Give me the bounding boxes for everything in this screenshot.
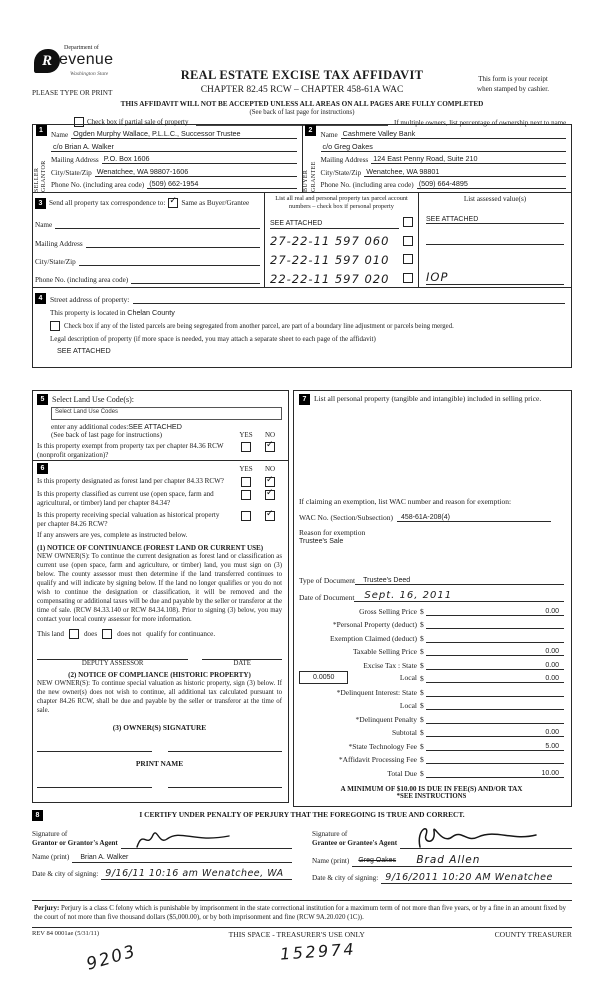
subtotal-label: Subtotal: [391, 728, 417, 737]
grantee-agent-label: Grantee or Grantee's Agent: [312, 839, 398, 848]
seller-grantor-side-label: SELLER GRANTOR: [33, 160, 47, 192]
additional-codes-field[interactable]: SEE ATTACHED: [128, 422, 182, 431]
taxable-selling-price-label: Taxable Selling Price: [352, 647, 417, 656]
segregated-label: Check box if any of the listed parcels are being segregated from another parcel, are part of a boundary line adjustment or parcels being merged.: [64, 322, 454, 330]
form-subtitle: CHAPTER 82.45 RCW – CHAPTER 458-61A WAC: [200, 85, 404, 95]
section-4: [32, 288, 572, 368]
exempt-yes-checkbox[interactable]: [241, 442, 251, 452]
logo-tagline: Washington State: [70, 71, 109, 77]
buyer-phone-label: Phone No. (including area code): [320, 181, 414, 189]
local-rate-box: 0.0050: [299, 671, 348, 684]
excise-tax-state-field[interactable]: 0.00: [426, 662, 564, 670]
minimum-fee-note: A MINIMUM OF $10.00 IS DUE IN FEE(S) AND/OR TAX: [340, 784, 523, 793]
section-2-buyer: [303, 125, 572, 192]
owners-signature-title: (3) OWNER(S) SIGNATURE: [112, 722, 207, 732]
section-2-badge: 2: [305, 125, 316, 136]
multiple-owners-note: If multiple owners, list percentage of ownership next to name.: [394, 119, 568, 127]
seller-address-label: Mailing Address: [51, 156, 99, 164]
completion-warning: THIS AFFIDAVIT WILL NOT BE ACCEPTED UNLESS ALL AREAS ON ALL PAGES ARE FULLY COMPLETED: [120, 100, 484, 108]
parcel-3-checkbox[interactable]: [403, 273, 413, 283]
parcel-1-checkbox[interactable]: [403, 236, 413, 246]
assessed-row-3: IOP: [426, 270, 449, 284]
correspondence-citystate-field[interactable]: [79, 257, 260, 266]
grantor-agent-label: Grantor or Grantor's Agent: [32, 839, 118, 848]
grantee-signature-line[interactable]: [400, 838, 572, 849]
section-7: 7 List all personal property (tangible and intangible) included in selling price. If claiming an exemption, list WAC number and reason for exemption: WAC No. (Section/Subsection) 458-61A-208(4) Reason for exemption Trustee's Sale Type of Document Trustee's Deed Date of Document Sept. 16, 2011 Gross Selling Price $ 0.00 *Personal Property (deduct) $ Exemption Claimed (deduct) $ Taxable Selling Price $ 0.00 Excise Tax : State $ 0.00 0.0050 Local $ 0.00 *Delinquent Interest: State $ Local $ *Delinquent Penalty $ Subtotal $ 0.00 *State Technology Fee $ 5.00 *Affidavit Processing Fee $ Total Due $ 10.00 A MINIMUM OF $10.00 IS DUE IN FEE(S) AND/OR TAX *SEE INSTRUCTIONS: [293, 390, 572, 807]
historical-yes-checkbox[interactable]: [241, 511, 251, 521]
legal-description-value: SEE ATTACHED: [57, 346, 111, 355]
reason-exemption-label: Reason for exemption: [299, 528, 366, 537]
buyer-citystate-field[interactable]: Wenatchee, WA 98801: [364, 167, 566, 177]
same-as-buyer-label: Same as Buyer/Grantee: [181, 199, 250, 207]
same-as-buyer-checkbox[interactable]: [168, 198, 178, 208]
notice-continuance-title: (1) NOTICE OF CONTINUANCE (FOREST LAND OR CURRENT USE): [37, 544, 264, 553]
perjury-label: Perjury:: [34, 905, 60, 912]
grantee-date-city-label: Date & city of signing:: [312, 874, 379, 883]
section-3: 3 Send all property tax correspondence to: ✓ Same as Buyer/Grantee Name Mailing Address City/State/Zip Phone No. (including area code) List all real and personal property tax parcel account numbers – check box if personal property SEE ATTACHED 27-22-11 597 060 27-22-11 597 010 22-22-11 597 020 List assessed value(s) SEE ATTACHED IOP: [32, 193, 572, 288]
excise-tax-state-label: Excise Tax : State: [363, 660, 417, 670]
forest-yes-checkbox[interactable]: [241, 477, 251, 487]
perjury-text: Perjury is a class C felony which is punishable by imprisonment in the state correctional institution for a maximum term of not more than five years, or by a fine in an amount fixed by the court of not more than five thousand dollars ($5,000.00), or by both imprisonment and fine (RCW 9A.20.020 (1C)).: [34, 905, 567, 922]
type-of-document-field[interactable]: Trustee's Deed: [355, 577, 564, 585]
taxable-selling-price-field[interactable]: 0.00: [426, 648, 564, 656]
section-1-badge: 1: [36, 125, 47, 136]
grantor-signature-scrawl: [133, 825, 243, 851]
street-address-label: Street address of property:: [50, 295, 130, 304]
owner-signature-line-1[interactable]: [37, 743, 152, 752]
parcel-2-checkbox[interactable]: [403, 254, 413, 264]
type-of-document-label: Type of Document: [299, 576, 356, 585]
legal-description-label: Legal description of property (if more space is needed, you may attach a separate sheet to each page of the affidavit): [50, 335, 376, 343]
section-3-badge: 3: [35, 198, 46, 209]
historical-question: Is this property receiving special valuation as historical property per chapter 84.26 RCW?: [37, 510, 220, 528]
assessed-row-0: SEE ATTACHED: [426, 216, 564, 224]
grantee-signature-scrawl: [412, 821, 542, 851]
dept-of-revenue-logo: [34, 44, 154, 88]
buyer-grantee-side-label: BUYER GRANTEE: [303, 161, 317, 192]
grantor-date-city-label: Date & city of signing:: [32, 870, 99, 879]
personal-property-label: List all personal property (tangible and intangible) included in selling price.: [314, 394, 542, 403]
this-land-label: This land: [37, 630, 64, 639]
revenue-r-icon: R: [34, 49, 60, 73]
section-8: [32, 810, 572, 884]
grantee-date-city-value: 9/16/2011 10:20 AM Wenatchee: [385, 871, 553, 883]
subtotal-field[interactable]: 0.00: [426, 729, 564, 737]
yes-no-header: YES NO: [239, 431, 276, 439]
print-name-title: PRINT NAME: [135, 758, 184, 768]
logo-dept-text: Department of: [64, 45, 99, 51]
date-of-document-label: Date of Document: [299, 593, 355, 602]
section-6-badge: 6: [37, 463, 48, 474]
seller-phone-label: Phone No. (including area code): [51, 181, 145, 189]
grantee-name-handwritten: Brad Allen: [416, 853, 481, 866]
grantor-signature-block: Signature of Grantor or Grantor's Agent Name (print) Brian A. Walker Date & city of signing: 9/16/11 10:16 am Wenatchee, WA: [32, 826, 292, 884]
correspondence-name-field[interactable]: [55, 220, 260, 229]
parcel-numbers-header: List all real and personal property tax parcel account numbers – check box if personal property: [275, 195, 408, 210]
notice-compliance-title: (2) NOTICE OF COMPLIANCE (HISTORIC PROPERTY): [68, 671, 251, 680]
form-revision-number: REV 84 0001ae (5/31/11): [32, 930, 99, 937]
land-use-title: Select Land Use Code(s):: [52, 395, 134, 404]
delinquent-interest-local-label: Local: [399, 701, 417, 710]
notice-continuance-body: NEW OWNER(S): To continue the current designation as forest land or classification as current use (open space, farm and agriculture, or timber) land, you must sign on (3) below. The county assessor must then determine if the land transferred continues to qualify and will indicate by signing below. If the land no longer qualifies or you do not wish to continue the designation or classification, it will be removed and the compensating or additional taxes will be due and payable by the seller or transferor at the time of sale. (RCW 84.33.140 or RCW 84.34.108). Prior to signing (3) below, you may contact your local county assessor for more information.: [37, 553, 282, 623]
buyer-address-field[interactable]: 124 East Penny Road, Suite 210: [371, 154, 566, 164]
does-not-label: does not: [117, 630, 142, 639]
personal-property-blank-area[interactable]: [299, 405, 564, 497]
date-of-document-field[interactable]: Sept. 16, 2011: [364, 590, 453, 601]
affidavit-processing-fee-label: *Affidavit Processing Fee: [338, 755, 417, 764]
perjury-notice: [32, 900, 572, 928]
land-does-checkbox[interactable]: [69, 629, 79, 639]
seller-name-label: Name: [51, 131, 69, 139]
receipt-note: This form is your receipt when stamped by cashier.: [477, 75, 549, 93]
located-in-label: This property is located in: [50, 309, 126, 317]
grantor-date-city-value: 9/16/11 10:16 am Wenatchee, WA: [105, 867, 284, 879]
current-use-no-checkbox[interactable]: [265, 490, 275, 500]
county-value: Chelan County: [127, 308, 175, 317]
parcel-row-2: 27-22-11 597 010: [270, 252, 390, 267]
parcel-row-1: 27-22-11 597 060: [270, 234, 390, 249]
logo-revenue-text: evenue: [59, 51, 114, 68]
right-column: [293, 390, 572, 807]
correspondence-address-field[interactable]: [86, 239, 260, 248]
seller-phone-field[interactable]: (509) 662-1954: [147, 179, 296, 189]
section-4-badge: 4: [35, 293, 46, 304]
grantor-name-print-label: Name (print): [32, 853, 70, 862]
grantee-signature-block: Signature of Grantee or Grantee's Agent Name (print) Greg Oakes Brad Allen Date & city of signing: 9/16/2011 10:20 AM Wenatchee: [312, 826, 572, 884]
notice-compliance-body: NEW OWNER(S): To continue special valuation as historic property, sign (3) below. If the new owner(s) does not wish to continue, all additional tax calculated pursuant to chapter 84.26 RCW, shall be due and payable by the seller or transferor at the time of sale.: [37, 680, 282, 715]
parcel-row-3: 22-22-11 597 020: [270, 271, 390, 286]
land-does-not-checkbox[interactable]: [102, 629, 112, 639]
buyer-address-label: Mailing Address: [320, 156, 369, 164]
grantor-printed-name: Brian A. Walker: [80, 853, 129, 861]
excise-tax-local-field[interactable]: 0.00: [426, 675, 564, 683]
gross-selling-price-field[interactable]: 0.00: [426, 608, 564, 616]
handwritten-receipt-number: 152974: [279, 939, 357, 964]
wac-number-field[interactable]: 458-61A-208(4): [397, 514, 551, 522]
certify-statement: I CERTIFY UNDER PENALTY OF PERJURY THAT THE FOREGOING IS TRUE AND CORRECT.: [139, 810, 465, 819]
historical-no-checkbox[interactable]: [265, 511, 275, 521]
delinquent-interest-state-label: *Delinquent Interest: State: [336, 687, 417, 697]
county-treasurer-label: COUNTY TREASURER: [494, 930, 572, 939]
exemption-claim-label: If claiming an exemption, list WAC number and reason for exemption:: [299, 497, 512, 506]
correspondence-phone-field[interactable]: [131, 275, 260, 284]
treasurer-space-label: THIS SPACE - TREASURER'S USE ONLY: [228, 930, 365, 939]
segregated-checkbox[interactable]: [50, 321, 60, 331]
form-title: REAL ESTATE EXCISE TAX AFFIDAVIT: [180, 68, 424, 82]
street-address-field[interactable]: [133, 295, 565, 304]
exempt-question: Is this property exempt from property tax per chapter 84.36 RCW (nonprofit organization)?: [37, 442, 224, 459]
see-back-note: (See back of last page for instructions): [249, 109, 355, 116]
partial-sale-label: Check box if partial sale of property: [87, 118, 189, 126]
forest-no-checkbox[interactable]: [265, 477, 275, 487]
buyer-name-field[interactable]: Cashmere Valley Bank: [341, 129, 566, 139]
gross-selling-price-label: Gross Selling Price: [359, 606, 417, 616]
yes-no-header-2: YES NO: [239, 464, 276, 473]
total-due-field[interactable]: 10.00: [426, 770, 564, 778]
qualify-label: qualify for continuance.: [146, 630, 216, 639]
see-instructions-note: *SEE INSTRUCTIONS: [396, 792, 467, 800]
footer: [32, 930, 572, 939]
see-back-instructions: (See back of last page for instructions): [51, 431, 162, 439]
land-use-codes-dropdown[interactable]: Select Land Use Codes: [51, 407, 282, 420]
section-6: [32, 460, 289, 803]
owner-signature-line-2[interactable]: [168, 743, 283, 752]
parties-table: [32, 124, 572, 368]
buyer-citystate-label: City/State/Zip: [320, 168, 362, 177]
current-use-yes-checkbox[interactable]: [241, 490, 251, 500]
grantor-signature-line[interactable]: [121, 838, 292, 849]
delinquent-penalty-label: *Delinquent Penalty: [355, 714, 417, 724]
section-5-badge: 5: [37, 394, 48, 405]
seller-citystate-label: City/State/Zip: [51, 168, 92, 177]
current-use-question: Is this property classified as current use (open space, farm and agricultural, or timber) land per chapter 84.34?: [37, 490, 214, 507]
seller-careof-field[interactable]: c/o Brian A. Walker: [51, 142, 297, 152]
buyer-careof-field[interactable]: c/o Greg Oakes: [321, 142, 567, 152]
exempt-no-checkbox[interactable]: [265, 442, 275, 452]
if-yes-note: If any answers are yes, complete as instructed below.: [37, 531, 188, 540]
tax-correspondence-label: Send all property tax correspondence to:: [49, 199, 166, 207]
left-column: [32, 390, 289, 803]
grantee-name-print-label: Name (print): [312, 857, 350, 866]
section-8-badge: 8: [32, 810, 43, 821]
wac-number-label: WAC No. (Section/Subsection): [299, 513, 393, 522]
reason-exemption-value: Trustee's Sale: [299, 538, 344, 545]
deputy-date-label: DATE: [233, 660, 251, 668]
exemption-claimed-label: Exemption Claimed (deduct): [329, 633, 417, 643]
additional-codes-label: enter any additional codes:: [51, 423, 129, 431]
grantee-name-struck: Greg Oakes: [358, 856, 397, 864]
parcel-0-checkbox[interactable]: [403, 217, 413, 227]
does-label: does: [83, 630, 98, 639]
deputy-date-line[interactable]: [202, 651, 282, 660]
buyer-name-label: Name: [320, 131, 338, 139]
parcel-row-0: SEE ATTACHED: [270, 220, 399, 229]
deputy-assessor-sign-line[interactable]: [37, 651, 188, 660]
excise-tax-local-label: Local: [399, 672, 417, 682]
state-technology-fee-field[interactable]: 5.00: [426, 743, 564, 751]
seller-address-field[interactable]: P.O. Box 1606: [102, 154, 297, 164]
handwritten-number-left: 9203: [84, 941, 140, 975]
seller-citystate-field[interactable]: Wenatchee, WA 98807-1606: [95, 167, 297, 177]
assessed-values-header: List assessed value(s): [463, 195, 527, 203]
print-name-line-2[interactable]: [168, 779, 283, 788]
section-7-badge: 7: [299, 394, 310, 405]
total-due-label: Total Due: [387, 768, 417, 778]
seller-name-field[interactable]: Ogden Murphy Wallace, P.L.L.C., Successor Trustee: [71, 129, 296, 139]
section-1-seller: [33, 125, 303, 192]
please-type-note: PLEASE TYPE OR PRINT: [32, 89, 113, 97]
header: [32, 44, 572, 127]
print-name-line-1[interactable]: [37, 779, 152, 788]
personal-property-deduct-label: *Personal Property (deduct): [332, 620, 417, 629]
forest-land-question: Is this property designated as forest land per chapter 84.33 RCW?: [37, 477, 224, 485]
section-5: [32, 390, 289, 461]
state-technology-fee-label: *State Technology Fee: [348, 741, 417, 751]
deputy-assessor-label: DEPUTY ASSESSOR: [81, 660, 144, 668]
buyer-phone-field[interactable]: (509) 664-4895: [417, 179, 566, 189]
